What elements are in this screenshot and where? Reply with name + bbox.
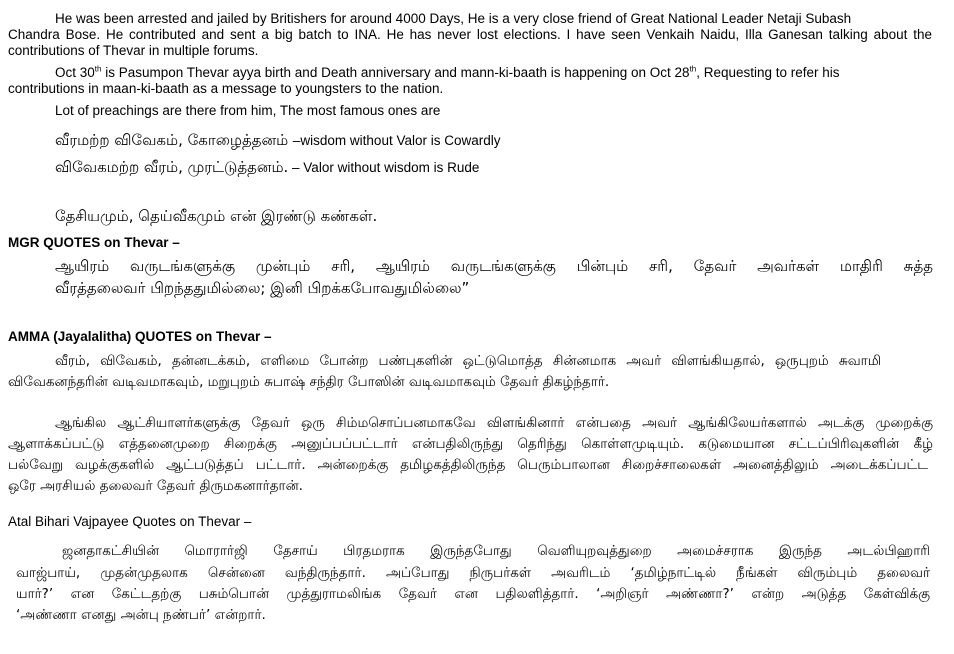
superscript-th: th [94,64,102,74]
vajpayee-quote-line-1: ஜனதாகட்சியின் மொரார்ஜி தேசாய் பிரதமராக இருந்தபோது வெளியுறவுத்துறை அமைச்சராக இருந்த அடல்பிஹாரி [62,543,930,559]
intro-paragraph-1-line-2: Chandra Bose. He contributed and sent a big batch to INA. He has never lost elections. I have seen Venkaih Naidu, Illa Ganesan talking about the [8,27,932,42]
request-text: , Requesting to refer his [696,65,840,80]
vajpayee-quote-line-3: யார்?’ என கேட்டதற்கு பசும்பொன் முத்துராமலிங்க தேவர் என பதிலளித்தார். ‘அறிஞர் அண்ணா?’ என்ற அடுத்த கேள்விக்கு [16,586,930,602]
oct-30-text: Oct 30 [55,65,95,80]
intro-paragraph-1-line-3: contributions of Thevar in multiple forums. [8,43,259,58]
preaching-quote-1 [55,133,500,149]
preaching-quote-2 [55,160,479,176]
preaching-quote-2-english: – Valor without wisdom is Rude [288,160,480,175]
amma-quote-1-line-2: விவேகனந்தரின் வடிவமாகவும், மறுபுறம் சுபாஷ் சந்திர போஸின் வடிவமாகவும் தேவர் திகழ்ந்தார். [8,374,610,390]
amma-quotes-heading: AMMA (Jayalalitha) QUOTES on Thevar – [8,329,272,344]
amma-quote-2-line-1: ஆங்கில ஆட்சியாளர்களுக்கு தேவர் ஒரு சிம்மசொப்பனமாகவே விளங்கினார் என்பதை அவர் ஆங்கிலேயர்களால் அடக்கு முறைக்கு [55,415,933,431]
intro-paragraph-2-line-1 [55,66,840,80]
superscript-th: th [689,64,697,74]
vajpayee-quote-line-2: வாஜ்பாய், முதன்முதலாக சென்னை வந்திருந்தார். அப்போது நிருபர்கள் அவரிடம் ‘தமிழ்நாட்டில் நீங்கள் விரும்பும் தலைவர் [16,565,930,581]
preaching-quote-2-tamil: விவேகமற்ற வீரம், முரட்டுத்தனம். [55,158,289,176]
vajpayee-quotes-heading: Atal Bihari Vajpayee Quotes on Thevar – [8,514,252,529]
amma-quote-2-line-2: ஆளாக்கப்பட்டு எத்தனைமுறை சிறைக்கு அனுப்பப்பட்டார் என்பதிலிருந்து தெரிந்து கொள்ளமுடியும். கடுமையான சட்டப்பிரிவுகளின் கீழ் [8,436,933,452]
mgr-quote-line-1: ஆயிரம் வருடங்களுக்கு முன்பும் சரி, ஆயிரம் வருடங்களுக்கு பின்பும் சரி, தேவர் அவர்கள் மாதிரி சுத்த [55,257,933,275]
mgr-quotes-heading: MGR QUOTES on Thevar – [8,235,180,250]
preaching-quote-1-english: –wisdom without Valor is Cowardly [292,133,501,148]
anniversary-text: is Pasumpon Thevar ayya birth and Death anniversary and mann-ki-baath is happening on Oct 28 [101,65,690,80]
preaching-quote-3: தேசியமும், தெய்வீகமும் என் இரண்டு கண்கள். [55,207,378,225]
amma-quote-2-line-4: ஒரே அரசியல் தலைவர் தேவர் திருமகனார்தான். [8,478,303,494]
amma-quote-1-line-1: வீரம், விவேகம், தன்னடக்கம், எளிமை போன்ற பண்புகளின் ஒட்டுமொத்த சின்னமாக அவர் விளங்கியதால், ஒருபுறம் சுவாமி [55,353,881,369]
preaching-quote-1-tamil: வீரமற்ற விவேகம், கோழைத்தனம் [55,131,293,149]
intro-paragraph-3: Lot of preachings are there from him, The most famous ones are [55,103,441,118]
vajpayee-quote-line-4: ‘அண்ணா எனது அன்பு நண்பர்’ என்றார். [16,607,266,623]
intro-paragraph-1-line-1: He was been arrested and jailed by Britishers for around 4000 Days, He is a very close friend of Great National Leader Netaji Subash [55,11,852,26]
intro-paragraph-2-line-2: contributions in maan-ki-baath as a message to youngsters to the nation. [8,81,444,96]
mgr-quote-line-2: வீரத்தலைவர் பிறந்ததுமில்லை; இனி பிறக்கபோவதுமில்லை” [55,279,470,297]
amma-quote-2-line-3: பல்வேறு வழக்குகளில் ஆட்படுத்தப் பட்டார். அன்றைக்கு தமிழகத்திலிருந்த பெரும்பாலான சிறைச்சாலைகள் அனைத்திலும் அடைக்கப்பட்ட [8,457,928,473]
